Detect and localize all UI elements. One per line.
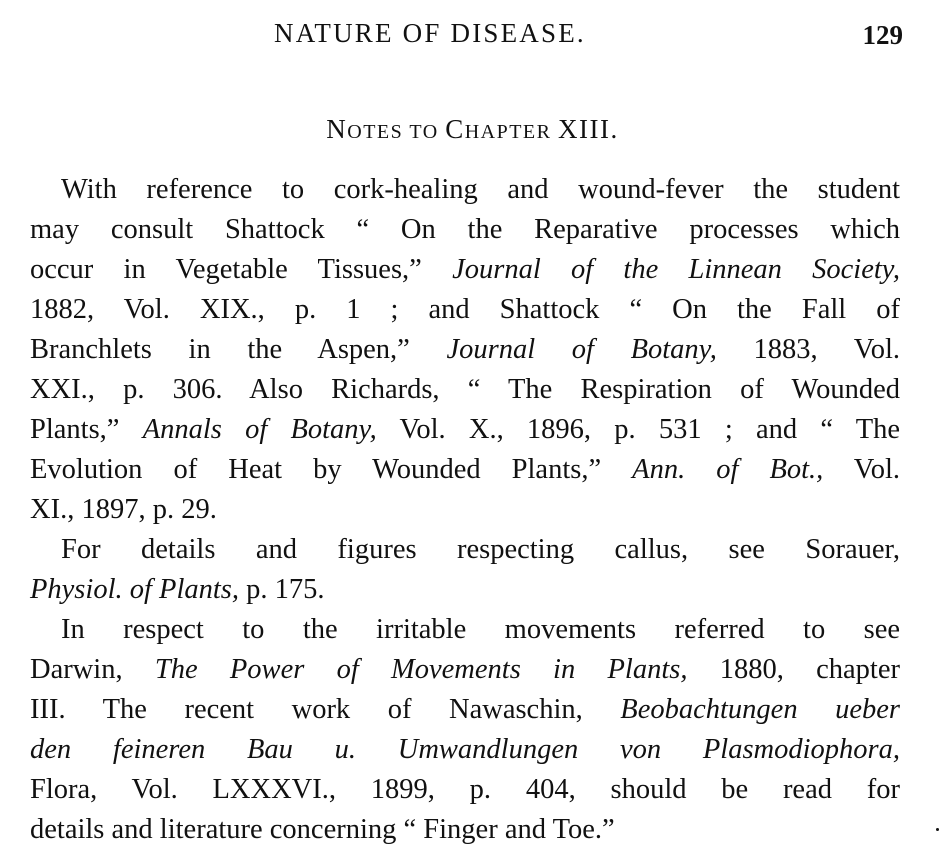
text-line: [30, 570, 900, 610]
line-text: Evolution of Heat by Wounded Plants,”: [30, 454, 633, 485]
text-line: [30, 690, 900, 730]
line-text: occur in Vegetable Tissues,”: [30, 254, 453, 285]
text-line: [30, 650, 900, 690]
citation-title: Ann. of Bot.,: [632, 454, 824, 485]
heading-initial-n: N: [326, 114, 348, 144]
text-line: 1882, Vol. XIX., p. 1 ; and Shattock “ On the Fall of: [30, 294, 900, 325]
line-text: 1883, Vol.: [716, 334, 900, 365]
text-line: may consult Shattock “ On the Reparative processes which: [30, 214, 900, 245]
heading-smallcaps-1: OTES TO: [347, 121, 446, 143]
heading-initial-c: C: [445, 114, 465, 144]
text-line: [30, 450, 900, 490]
text-line: [30, 250, 900, 290]
line-text: 1880, chapter: [687, 654, 900, 685]
text-line: XXI., p. 306. Also Richards, “ The Respiration of Wounded: [30, 374, 900, 405]
line-text: Darwin,: [30, 654, 155, 685]
page-number: 129: [862, 20, 903, 50]
heading-roman-numeral: XIII.: [558, 114, 619, 144]
text-line: For details and figures respecting callus, see Sorauer,: [61, 534, 900, 565]
text-line: In respect to the irritable movements referred to see: [61, 614, 900, 645]
line-text: Vol. X., 1896, p. 531 ; and “ The: [376, 414, 901, 445]
heading-smallcaps-2: HAPTER: [464, 121, 558, 143]
citation-title: den feineren Bau u. Umwandlungen von Plasmodiophora,: [30, 734, 900, 765]
text-line: [30, 330, 900, 370]
line-text: p. 175.: [239, 574, 325, 605]
text-line: With reference to cork-healing and wound-fever the student: [61, 174, 900, 205]
citation-title: Physiol. of Plants,: [30, 574, 239, 605]
running-head: [0, 14, 945, 54]
citation-title: Journal of Botany,: [446, 334, 717, 365]
paragraph-irritable-movements: [30, 610, 900, 850]
line-text: Plants,”: [30, 414, 143, 445]
notes-body: [30, 170, 900, 850]
running-title: NATURE OF DISEASE.: [274, 18, 586, 48]
text-line: [30, 410, 900, 450]
citation-title: Journal of the Linnean Society,: [452, 254, 900, 285]
text-line: XI., 1897, p. 29.: [30, 494, 217, 525]
line-text: III. The recent work of Nawaschin,: [30, 694, 621, 725]
paragraph-cork-healing: [30, 170, 900, 530]
print-speck: [936, 828, 939, 831]
citation-title: Beobachtungen ueber: [620, 694, 901, 725]
chapter-notes-heading: [0, 114, 945, 145]
text-line: [30, 730, 900, 770]
text-line: details and literature concerning “ Finger and Toe.”: [30, 814, 615, 845]
citation-title: Annals of Botany,: [142, 414, 377, 445]
paragraph-callus: [30, 530, 900, 610]
text-line: Flora, Vol. LXXXVI., 1899, p. 404, should be read for: [30, 774, 900, 805]
line-text: Branchlets in the Aspen,”: [30, 334, 447, 365]
line-text: Vol.: [823, 454, 900, 485]
citation-title: The Power of Movements in Plants,: [154, 654, 688, 685]
